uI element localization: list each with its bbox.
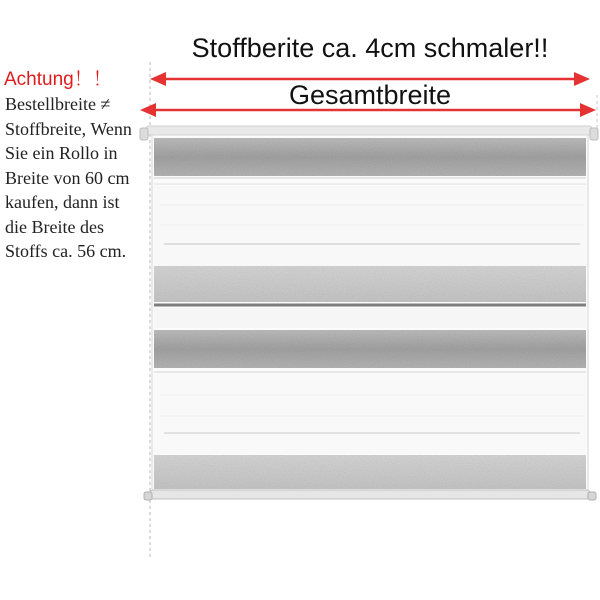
sheer-band-2 — [154, 308, 586, 328]
bottom-rail — [144, 490, 596, 500]
fabric-band-3 — [154, 330, 586, 372]
warning-label: Achtung！！ — [4, 69, 112, 90]
total-width-arrow — [140, 103, 596, 117]
fabric-width-label: Stoffberite ca. 4cm schmaler!! — [191, 33, 549, 63]
fabric-band-2 — [154, 266, 586, 305]
sheer-band-1 — [154, 186, 586, 266]
total-width-label: Gesamtbreite — [288, 80, 452, 110]
size-note: Bestellbreite ≠ Stoffbreite, Wenn Sie ein Rollo in Breite von 60 cm kaufen, dann ist die Breite des Stoffs ca. 56 cm. — [5, 94, 132, 261]
fabric-width-arrow — [150, 72, 590, 86]
sheer-band-3 — [154, 374, 586, 454]
fabric-band-4 — [154, 455, 586, 489]
